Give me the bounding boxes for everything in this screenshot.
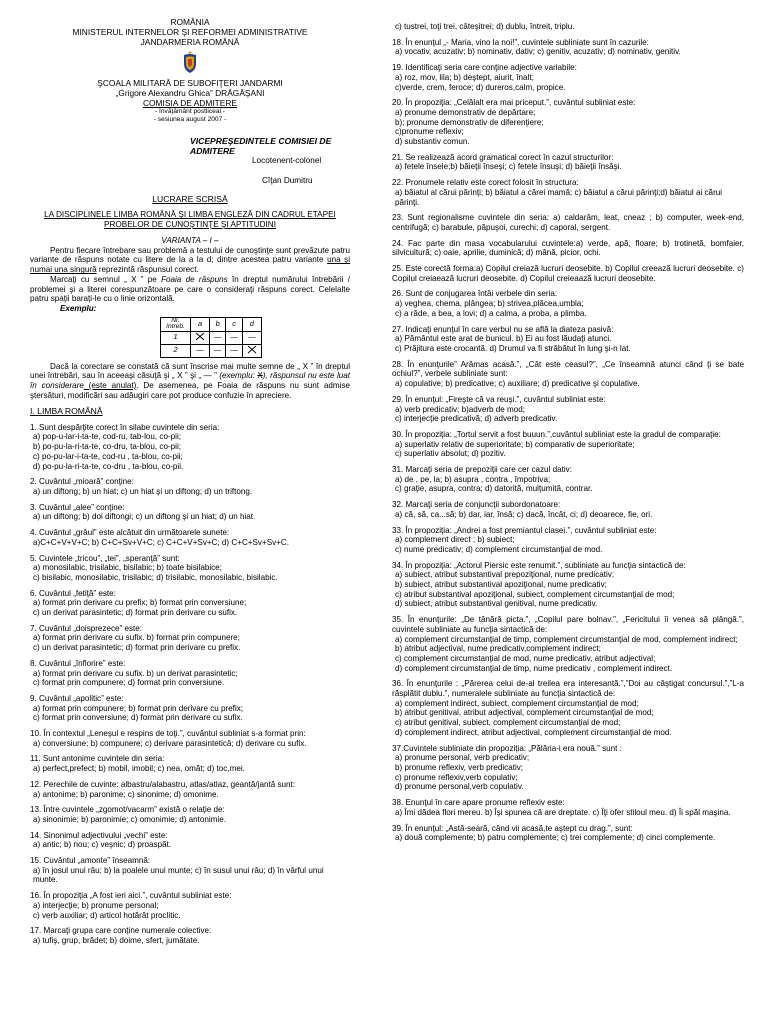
- question-text: 23. Sunt regionalisme cuvintele din seria: a) caldarâm, leat, cneaz ; b) computer, week-end, centrifugă; c) barabule, păpuşoi, curechi; d) caporal, sergent.: [392, 213, 744, 232]
- question-item: [392, 526, 744, 555]
- answer-options: c) atribut genitival, subiect, complement circumstanţial de mod;: [395, 718, 621, 728]
- question-item: [392, 824, 744, 843]
- right-questions: [392, 22, 744, 843]
- question-text: 5. Cuvintele „tricou”, „tei”, „speranţă” sunt:: [30, 553, 180, 563]
- example-cell: —: [191, 344, 210, 357]
- exam-subtitle-line-2: PROBELOR DE CUNOŞTINŢE ŞI APTITUDINI: [104, 220, 276, 230]
- answer-options: a) format prin derivare cu sufix. b) format prin compunere;: [33, 633, 240, 643]
- answer-options: a) perfect,prefect; b) mobil, imobil; c) nea, omăt; d) toc,mei.: [33, 764, 245, 774]
- question-item: [392, 360, 744, 389]
- answer-options: a)C+C+V+V+C; b) C+C+Sv+V+C; c) C+C+V+Sv+C; d) C+C+Sv+Sv+C.: [33, 537, 289, 547]
- answer-options: b) po-pu-la-ri-ta-te, co-dru, ta-blou, co-pii;: [33, 442, 181, 452]
- question-text: 16. În propoziţia „A fost ieri aici.”, cuvântul subliniat este:: [30, 891, 232, 901]
- question-item: [30, 503, 350, 522]
- question-text: 17. Marcaţi grupa care conţine numerale colective:: [30, 926, 212, 936]
- question-text: 19. Identificaţi seria care conţine adjective variabile:: [392, 63, 577, 73]
- question-text: 9. Cuvântul „apolitic” este:: [30, 693, 124, 703]
- question-item: [392, 679, 744, 737]
- answer-options: a) pronume personal, verb predicativ;: [395, 753, 530, 763]
- question-item: [30, 554, 350, 583]
- instructions-3: [30, 362, 350, 401]
- question-text: 39. În enunţul: „Astă-seară, când vii acasă,te aştept cu drag.”, sunt:: [392, 823, 633, 833]
- question-text: 25. Este corectă forma:a) Copilul creiază lucruri deosebite. b) Copilul creează lucruri deosebite. c) Copilul creiaează lucruri deosebite. d) Copilul creieaază lucruri deosebite.: [392, 264, 744, 283]
- answer-options: c) nume predicativ; d) complement circumstanţial de mod.: [395, 544, 603, 554]
- question-item: [392, 98, 744, 147]
- left-column: [30, 18, 350, 946]
- x-mark-icon: [195, 332, 205, 341]
- instructions-1-end: reprezintă răspunsul corect.: [96, 265, 199, 275]
- answer-options: c) interjecţie predicativă; d) adverb predicativ.: [395, 414, 558, 424]
- example-header-number: Nr. întreb.: [161, 317, 191, 331]
- instructions-3-example: (exemplu:: [219, 371, 258, 381]
- answer-options: d) complement circumstanţial de timp, nume predicativ , complement indirect.: [395, 663, 673, 673]
- example-table: [160, 317, 262, 358]
- question-text: 28. În enunţurile” Arămas acasă.”, „Cât este ceasul?”, „Ce înseamnă atunci când ţi se bate ochiul?”, verbele subliniate sunt:: [392, 359, 744, 379]
- example-label: Exemplu:: [60, 304, 97, 313]
- question-item: [392, 744, 744, 793]
- example-header-a: a: [191, 317, 210, 331]
- example-cell-mark: [242, 344, 261, 357]
- question-item: [392, 465, 744, 494]
- question-item: [392, 264, 744, 283]
- answer-options: a) pop-u-lar-i-ta-te, cod-ru, tab-lou, co-pii;: [33, 432, 181, 442]
- right-column: [392, 22, 744, 843]
- question-item: [30, 831, 350, 850]
- answer-options: a) subiect, atribut substantival prepoziţional, nume predicativ;: [395, 570, 615, 580]
- example-header-b: b: [210, 317, 226, 331]
- question-text: 12. Perechile de cuvinte: albastru/alabastru, atlas/atlaz, geantă/jantă sunt:: [30, 779, 296, 789]
- question-text: 7. Cuvântul „doisprezece” este:: [30, 623, 143, 633]
- question-item: [30, 780, 350, 799]
- answer-options: a) complement circumstanţial de timp, complement circumstanţial de mod, complement indirect;: [395, 634, 738, 644]
- left-questions: [30, 423, 350, 946]
- signatory-name: Cîţan Dumitru: [262, 176, 313, 186]
- instructions-1-text: Pentru fiecare întrebare sau problemă a testului de cunoştinţe sunt prevăzute patru variante de răspuns notate cu litere de la a la d; dintre acestea patru variante: [30, 245, 350, 265]
- answer-options: c) complement circumstanţial de mod, nume predicativ, atribut adjectival;: [395, 653, 656, 663]
- instructions-3-end: . De asemenea, pe Foaia de răspuns nu sunt admise ştersături, modificări sau adăugiri care pot produce confuzie în apreciere.: [30, 381, 350, 400]
- exam-subtitle: [30, 210, 350, 230]
- example-cell: —: [226, 344, 242, 357]
- instructions-3-text: Dacă la corectare se constată că sunt înscrise mai multe semne de „ X ” în dreptul unei întrebări, sau în aceeaşi căsuţă şi „ X ” şi „ — ”: [30, 361, 350, 381]
- question-text: 26. Sunt de conjugarea întâi verbele din seria:: [392, 289, 558, 299]
- answer-options: d) subiect, atribut substantival genitival, nume predicativ.: [395, 599, 598, 609]
- school-block: [30, 78, 350, 124]
- answer-options: a) roz, mov, lila; b) deştept, aiurit, înalt;: [395, 72, 534, 82]
- answer-options: a) de , pe, la; b) asupra , contra , împotriva;: [395, 474, 551, 484]
- question-item: [30, 624, 350, 653]
- question-item: [392, 325, 744, 354]
- answer-options: a) veghea, chema, plângea; b) strivea,plăcea,umbla;: [395, 299, 584, 309]
- question-text: 11. Sunt antonime cuvintele din seria:: [30, 754, 165, 764]
- answer-options: a) superlativ relativ de superioritate; b) comparativ de superioritate;: [395, 439, 635, 449]
- instructions-3-annulled: (este anulat): [83, 381, 137, 391]
- exam-title: LUCRARE SCRISĂ: [152, 194, 228, 205]
- question-item: [392, 798, 744, 817]
- question-item: [392, 22, 744, 32]
- instructions-1: [30, 246, 350, 275]
- answer-options: a) format prin compunere; b) format prin derivare cu prefix;: [33, 703, 244, 713]
- example-cell: —: [242, 331, 261, 344]
- answer-options: a) antonime; b) paronime; c) sinonime; d) omonime.: [33, 789, 219, 799]
- answer-options: a) format prin derivare cu prefix; b) format prin conversiune;: [33, 598, 247, 608]
- instructions-2-end: în dreptul numărului întrebării / problemei şi a literei corespunzătoare pe care o consideraţi răspuns corect. Celelalte patru spaţii baraţi-le cu o linie orizontală.: [30, 274, 350, 304]
- answer-options: c) format prin conversiune; d) format prin derivare cu sufix.: [33, 713, 243, 723]
- answer-options: c)pronume reflexiv;: [395, 127, 464, 137]
- question-item: [30, 423, 350, 472]
- answer-options: a) un diftong; b) doi diftongi; c) un diftong şi un hiat; d) un hiat.: [33, 512, 256, 522]
- question-text: 33. În propoziţia: „Andrei a fost premiantul clasei.”, cuvântul subliniat este:: [392, 525, 657, 535]
- question-item: [392, 615, 744, 673]
- question-item: [30, 589, 350, 618]
- question-text: 2. Cuvântul „mioară” conţine:: [30, 477, 134, 487]
- question-item: [30, 754, 350, 773]
- answer-sheet-term: Foaia de răspuns: [161, 274, 228, 284]
- question-text: 38. Enunţul în care apare pronume reflexiv este:: [392, 798, 565, 808]
- answer-options: a) un diftong; b) un hiat; c) un hiat şi un diftong; d) un triftong.: [33, 486, 253, 496]
- question-text: 32. Marcaţi seria de conjuncţii subordonatoare:: [392, 500, 561, 510]
- answer-options: a) două complemente; b) patru complemente; c) trei complemente; d) cinci complemente.: [395, 833, 716, 843]
- question-item: [392, 153, 744, 172]
- question-text: 22. Pronumele relativ este corect folosit în structura:: [392, 178, 579, 188]
- instructions-3-rule: ), răspunsul nu este luat în considerare: [30, 371, 350, 391]
- question-item: [30, 805, 350, 824]
- answer-options: d) po-pu-la-ri-ta-te, co-dru , ta-blou, co-pii.: [33, 461, 184, 471]
- question-text: 30. În propoziţia: „Tortul servit a fost buuun.”,cuvântul subliniat este la gradul de comparaţie:: [392, 429, 721, 439]
- school-name: „Grigore Alexandru Ghica” DRĂGĂŞANI: [115, 87, 265, 98]
- question-item: [392, 239, 744, 258]
- question-text: 6. Cuvântul „fetiţă” este:: [30, 588, 116, 598]
- question-text: 10. În contextul „Leneşul e respins de toţi.”, cuvântul subliniat s-a format prin:: [30, 729, 306, 739]
- commission: COMISIA DE ADMITERE: [142, 97, 237, 108]
- education-type: - învăţământ postliceal -: [155, 107, 225, 115]
- example-cell-mark: [191, 331, 210, 344]
- answer-options: a) sinonimie; b) paronimie; c) omonimie; d) antonimie.: [33, 814, 226, 824]
- question-text: 21. Se realizează acord gramatical corect în cazul structurilor:: [392, 152, 614, 162]
- example-table-row: [161, 331, 262, 344]
- answer-options: c) atribut substantival apoziţional, subiect, complement circumstanţial de mod;: [395, 589, 675, 599]
- answer-options: a) complement indirect, subiect, complement circumstanţial de mod;: [395, 698, 639, 708]
- question-text: 31. Marcaţi seria de prepoziţii care cer cazul dativ:: [392, 465, 572, 475]
- instructions-2-text: Marcaţi cu semnul „ X ” pe: [50, 274, 162, 284]
- instructions-1-emphasis: una şi numai una singură: [30, 255, 350, 275]
- rank: Locotenent-colonel: [252, 156, 322, 166]
- example-header-c: c: [226, 317, 242, 331]
- answer-options: b) subiect, atribut substantival apoziţional, nume predicativ;: [395, 580, 607, 590]
- question-item: [392, 178, 744, 207]
- question-item: [392, 289, 744, 318]
- letterhead: [30, 18, 350, 48]
- answer-options: b) pronume reflexiv, verb predicativ;: [395, 763, 524, 772]
- answer-options: c) verb auxiliar; d) articol hotărât proclitic.: [33, 910, 181, 920]
- answer-options: a) complement direct ; b) subiect;: [395, 535, 515, 545]
- answer-options: a) verb predicativ; b)adverb de mod;: [395, 404, 526, 414]
- answer-options: b) atribut genitival, atribut adjectival, complement circumstanţial de mod;: [395, 708, 654, 718]
- crossed-x-icon: X: [257, 371, 263, 381]
- answer-options: d) pronume personal,verb copulativ.: [395, 782, 524, 792]
- answer-options: b); pronume demonstrativ de diferenţiere;: [395, 117, 544, 127]
- exam-subtitle-line-1: LA DISCIPLINELE LIMBA ROMÂNĂ ŞI LIMBA ENGLEZĂ DIN CADRUL ETAPEI: [44, 210, 336, 220]
- answer-options: a) copulative; b) predicative; c) auxiliare; d) predicative şi copulative.: [395, 379, 640, 389]
- country: ROMÂNIA: [170, 17, 210, 27]
- question-text: 29. În enunţul: „Fireşte că va reuşi.”, cuvântul subliniat este:: [392, 394, 606, 404]
- gendarmerie: JANDARMERIA ROMÂNĂ: [140, 36, 240, 47]
- example-header-d: d: [242, 317, 261, 331]
- question-item: [392, 561, 744, 610]
- answer-options: d) substantiv comun.: [395, 137, 470, 147]
- answer-options: c)verde, crem, feroce; d) dureros,calm, propice.: [395, 82, 566, 92]
- answer-options: a) format prin derivare cu sufix. b) un derivat parasintetic;: [33, 668, 238, 678]
- answer-options: c) bisilabic, monosilabic, trisilabic; d) trisilabic, monosilabic, bisilabic.: [33, 572, 278, 582]
- answer-options: c) Prăjitura este crocantă. d) Drumul va fi străbătut în lung şi-n lat.: [395, 343, 631, 353]
- question-text: 3. Cuvântul „alee” conţine:: [30, 502, 125, 512]
- answer-options: c) a răde, a bea, a lovi; d) a calma, a proba, a plimba.: [395, 308, 587, 318]
- example-cell: 1: [161, 331, 191, 344]
- question-text: 8. Cuvântul „înflorire” este:: [30, 658, 126, 668]
- answer-options: a) pronume demonstrativ de depărtare;: [395, 107, 536, 117]
- example-cell: —: [210, 331, 226, 344]
- question-item: [30, 528, 350, 547]
- example-cell: 2: [161, 344, 191, 357]
- example-table-row: [161, 344, 262, 357]
- answer-options: c) un derivat parasintetic; d) format prin derivare cu sufix.: [33, 608, 238, 618]
- answer-options: a) vocativ, acuzativ; b) nominativ, dativ; c) genitiv, acuzativ; d) nominativ, genitiv.: [395, 47, 681, 57]
- variant: VARIANTA – I –: [161, 236, 219, 246]
- example-table-header: [161, 317, 262, 331]
- question-item: [30, 477, 350, 496]
- answer-options: c) graţie, asupra, contra; d) datorită, mulţumită, contrar.: [395, 484, 593, 494]
- question-item: [392, 430, 744, 459]
- question-item: [392, 63, 744, 92]
- vice-president: VICEPREŞEDINTELE COMISIEI DE ADMITERE: [190, 135, 332, 157]
- question-text: 24. Fac parte din masa vocabularului cuvintele:a) verde, apă, floare; b) trotinetă, bomfaier, silvicultură; c) oaie, aprilie, duminică; d) mână, picior, ochi.: [392, 238, 744, 258]
- answer-options: a) conversiune; b) compunere; c) derivare parasintetică; d) derivare cu sufix.: [33, 738, 307, 748]
- question-text: 15. Cuvântul „amonte” înseamnă:: [30, 856, 151, 866]
- question-text: 13. Între cuvintele „zgomot/vacarm” există o relaţie de:: [30, 805, 225, 815]
- coat-of-arms-icon: [182, 50, 198, 74]
- answer-options: c) un derivat parasintetic; d) format prin derivare cu prefix.: [33, 643, 241, 653]
- question-item: [392, 395, 744, 424]
- example-cell: —: [226, 331, 242, 344]
- answer-options: b) atribut adjectival, nume predicativ,complement indirect;: [395, 644, 601, 654]
- answer-options: a) fetele însele;b) băieţii înseşi; c) fetele însuşi; d) băieţii însăşi.: [395, 162, 622, 172]
- question-text: 36. În enunţurile : „Părerea celui de-al treilea era interesantă.”,”Doi au câştigat concursul.”,”L-a răsplătit dublu.”, numeralele subliniate au funcţia sintactică de:: [392, 679, 744, 699]
- answer-options: a) monosilabic, trisilabic, bisilabic; b) toate bisilabice;: [33, 563, 222, 573]
- ministry: MINISTERUL INTERNELOR ŞI REFORMEI ADMINISTRATIVE: [72, 26, 308, 37]
- answer-options: a) Îmi dădea flori mereu. b) Îşi spunea că are dreptate. c) Îţi ofer stiloul meu. d) Îi spăl maşina.: [395, 807, 731, 817]
- question-text: 34. În propoziţia: „Actorul Piersic este renumit.”, subliniate au funcţia sintactică de:: [392, 560, 686, 570]
- question-text: 1. Sunt despărţite corect în silabe cuvintele din seria:: [30, 422, 220, 432]
- instructions-2: [30, 275, 350, 304]
- answer-options: a) că, să, ca...să; b) dar, iar, însă; c) dacă, încât, ci; d) deoarece, fie, ori.: [395, 509, 653, 519]
- session: - sesiunea august 2007 -: [153, 115, 227, 123]
- question-text: 37.Cuvintele subliniate din propoziţia: „Pălăria-i era nouă.” sunt :: [392, 743, 622, 753]
- answer-options: d) complement indirect, atribut adjectival, complement circumstanţial de mod.: [395, 727, 672, 737]
- question-text: 35. În enunţurile: „De tânără picta.”, „Copilul pare bolnav.”, „Fericitului îi venea să plângă.”, cuvintele subliniate au funcţia sintactică de:: [392, 615, 744, 634]
- question-item: [392, 38, 744, 57]
- school-title: ŞCOALA MILITARĂ DE SUBOFIŢERI JANDARMI: [97, 77, 283, 88]
- question-item: [30, 694, 350, 723]
- question-item: [30, 856, 350, 885]
- answer-options: c) tustrei, toţi trei, câteşitrei; d) dublu, întreit, triplu.: [395, 22, 575, 31]
- question-text: 18. În enunţul „- Maria, vino la noi!”, cuvintele subliniate sunt în cazurile:: [392, 37, 649, 47]
- question-item: [392, 213, 744, 232]
- question-text: 4. Cuvântul „grâul” este alcătuit din următoarele sunete:: [30, 528, 230, 538]
- answer-options: a) băiatul al cărui părinţi; b) băiatul a cărei mamă; c) băiatul a cărui părinţi;d) băiatul ai cărui părinţi.: [395, 187, 723, 207]
- question-item: [30, 891, 350, 920]
- section-romanian: I. LIMBA ROMÂNĂ: [30, 406, 103, 417]
- question-item: [30, 926, 350, 945]
- answer-options: a) antic; b) nou; c) veşnic; d) proaspăt.: [33, 840, 172, 850]
- answer-options: a) în josul unui râu; b) la poalele unui munte; c) în susul unui râu; d) în vârful unui munte.: [33, 865, 324, 885]
- answer-options: c) superlativ absolut; d) pozitiv.: [395, 449, 506, 459]
- question-item: [30, 659, 350, 688]
- x-mark-icon: [247, 345, 257, 354]
- question-text: 20. În propoziţia: „Celălalt era mai priceput.”, cuvântul subliniat este:: [392, 98, 636, 108]
- question-item: [30, 729, 350, 748]
- answer-options: c) pronume reflexiv,verb copulativ;: [395, 772, 518, 782]
- question-text: 14. Sinonimul adjectivului „vechi” este:: [30, 830, 168, 840]
- answer-options: a) tufiş, grup, brădet; b) doime, sfert, jumătate.: [33, 936, 200, 945]
- question-item: [392, 500, 744, 519]
- answer-options: a) interjecţie; b) pronume personal;: [33, 900, 159, 910]
- answer-options: c) po-pu-lar-i-ta-te, cod-ru , ta-blou, co-pii;: [33, 451, 183, 461]
- example-cell: —: [210, 344, 226, 357]
- answer-options: c) format prin compunere; d) format prin conversiune.: [33, 678, 225, 688]
- answer-options: a) Pământul este arat de bunicul. b) Ei au fost lăudaţi atunci.: [395, 334, 612, 344]
- question-text: 27. Indicaţi enunţul în care verbul nu se află la diateza pasivă:: [392, 324, 614, 334]
